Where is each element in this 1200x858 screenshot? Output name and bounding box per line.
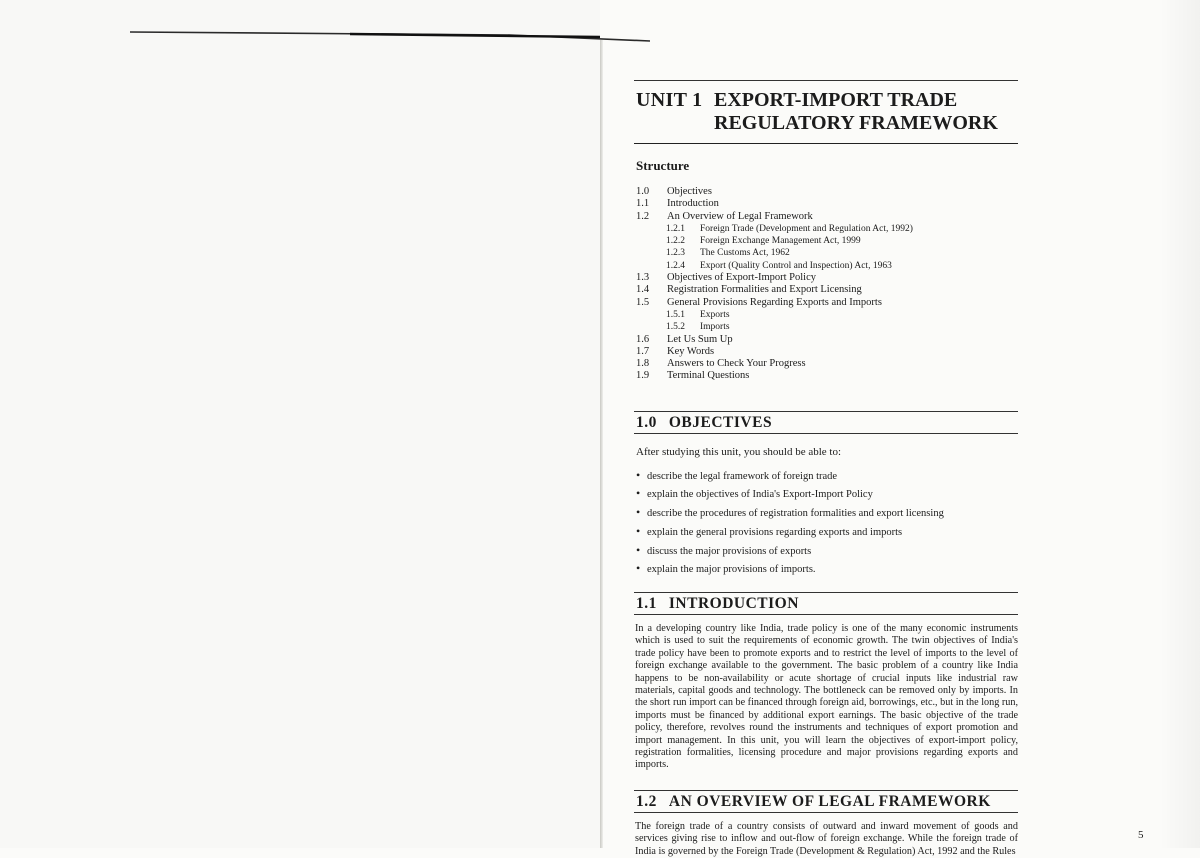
section-title: AN OVERVIEW OF LEGAL FRAMEWORK	[668, 792, 991, 810]
structure-heading: Structure	[636, 158, 690, 173]
section-number: 1.0	[636, 413, 657, 431]
section-heading	[634, 593, 1018, 614]
introduction-paragraph: In a developing country like India, trade policy is one of the many economic instruments which is used to suit the requirements of economic growth. The twin objectives of India's trade policy have been to promote exports and to restrict the level of imports to the level of foreign exchange available to the government. The basic problem of a country like India happens to be non-availability or acute shortage of crucial inputs like industrial raw materials, capital goods and technology. The bottleneck can be removed only by imports. In the short run import can be financed through foreign aid, borrowings, etc., but in the long run, imports must be financed by additional export earnings. The basic objective of the trade policy, therefore, revolves round the instruments and techniques of export promotion and import management. In this unit, you will learn the objectives of export-import policy, registration formalities, licensing procedure and major provisions regarding exports and imports.	[635, 622, 1018, 771]
structure-item-number: 1.6	[636, 333, 650, 345]
structure-item	[634, 186, 1018, 198]
structure-item-number: 1.4	[636, 284, 650, 296]
unit-label: UNIT 1	[636, 89, 703, 111]
structure-subitem	[634, 223, 1018, 235]
objective-item: • explain the objectives of India's Export-Import Policy	[636, 484, 1018, 503]
page-edge-shadow	[1160, 0, 1200, 848]
structure-subitem	[634, 235, 1018, 247]
structure-item	[634, 346, 1018, 358]
structure-subitem	[634, 309, 1018, 321]
structure-item-text: Export (Quality Control and Inspection) Act, 1963	[700, 260, 892, 271]
structure-item-text: Objectives of Export-Import Policy	[667, 272, 817, 284]
structure-subitem	[634, 260, 1018, 272]
structure-item-number: 1.5	[636, 296, 650, 308]
structure-item-number: 1.0	[636, 186, 650, 197]
legal-framework-paragraph: The foreign trade of a country consists of outward and inward movement of goods and services giving rise to inflow and out-flow of foreign exchange. While the foreign trade of India is governed by the Foreign Trade (Development & Regulation) Act, 1992 and the Rules	[635, 820, 1018, 857]
structure-item-text: An Overview of Legal Framework	[667, 210, 813, 222]
structure-item-number: 1.3	[636, 272, 650, 284]
unit-title	[714, 89, 998, 135]
structure-item-number: 1.9	[636, 370, 650, 382]
structure-item-number: 1.7	[636, 345, 650, 357]
structure-item-text: Objectives	[667, 186, 712, 197]
structure-item-text: Introduction	[667, 198, 719, 210]
structure-item-text: Key Words	[667, 345, 715, 357]
structure-item-number: 1.1	[636, 198, 650, 210]
scan-top-stroke	[130, 28, 650, 42]
structure-item-text: Imports	[700, 322, 730, 333]
objective-item: • explain the major provisions of imports.	[636, 559, 1018, 578]
structure-item-text: Let Us Sum Up	[667, 333, 733, 345]
header-bottom-rule	[634, 143, 1018, 144]
structure-item	[634, 297, 1018, 309]
structure-item-number: 1.8	[636, 358, 650, 370]
objectives-list	[634, 466, 1018, 578]
objective-item: • describe the procedures of registration formalities and export licensing	[636, 503, 1018, 522]
objective-item: • explain the general provisions regarding exports and imports	[636, 522, 1018, 541]
left-blank-page	[0, 0, 600, 848]
header-top-rule	[634, 80, 1018, 81]
section-objectives	[634, 411, 1018, 434]
section-number: 1.2	[636, 792, 657, 810]
section-number: 1.1	[636, 594, 657, 612]
structure-item	[634, 370, 1018, 382]
objectives-lead: After studying this unit, you should be able to:	[636, 445, 842, 458]
structure-item-number: 1.2.3	[666, 248, 685, 259]
objective-item: • describe the legal framework of foreign trade	[636, 466, 1018, 485]
section-introduction	[634, 592, 1018, 615]
unit-header	[634, 85, 1018, 143]
book-spine	[600, 40, 603, 848]
structure-item	[634, 211, 1018, 223]
objective-item: • discuss the major provisions of exports	[636, 541, 1018, 560]
right-page-content	[634, 80, 1018, 858]
section-title: OBJECTIVES	[668, 413, 773, 431]
structure-item-number: 1.2.1	[666, 223, 685, 234]
structure-item	[634, 334, 1018, 346]
structure-item-number: 1.2.2	[666, 236, 685, 247]
section-bottom-rule	[634, 433, 1018, 434]
structure-subitem	[634, 247, 1018, 259]
structure-item	[634, 198, 1018, 210]
structure-item-number: 1.5.1	[666, 309, 685, 320]
section-bottom-rule	[634, 614, 1018, 615]
unit-title-line-2: REGULATORY FRAMEWORK	[714, 112, 998, 134]
structure-item	[634, 284, 1018, 296]
structure-item	[634, 358, 1018, 370]
structure-item-text: Registration Formalities and Export Licensing	[667, 284, 862, 296]
structure-list	[634, 186, 1018, 383]
section-heading	[634, 791, 1018, 812]
section-heading	[634, 412, 1018, 433]
structure-item-text: General Provisions Regarding Exports and Imports	[667, 296, 882, 308]
page-number: 5	[1138, 829, 1144, 841]
structure-item-number: 1.2	[636, 210, 650, 222]
section-legal-framework	[634, 790, 1018, 813]
structure-item-text: Foreign Exchange Management Act, 1999	[700, 236, 861, 247]
structure-item-text: Foreign Trade (Development and Regulation Act, 1992)	[700, 223, 913, 234]
structure-item-text: Exports	[700, 309, 730, 320]
section-bottom-rule	[634, 812, 1018, 813]
structure-subitem	[634, 321, 1018, 333]
structure-item-text: The Customs Act, 1962	[700, 248, 790, 259]
structure-item	[634, 272, 1018, 284]
structure-item-number: 1.2.4	[666, 260, 685, 271]
unit-title-line-1: EXPORT-IMPORT TRADE	[714, 89, 958, 111]
section-title: INTRODUCTION	[668, 594, 799, 612]
structure-item-text: Answers to Check Your Progress	[667, 358, 806, 370]
structure-item-number: 1.5.2	[666, 322, 685, 333]
structure-item-text: Terminal Questions	[667, 370, 750, 382]
